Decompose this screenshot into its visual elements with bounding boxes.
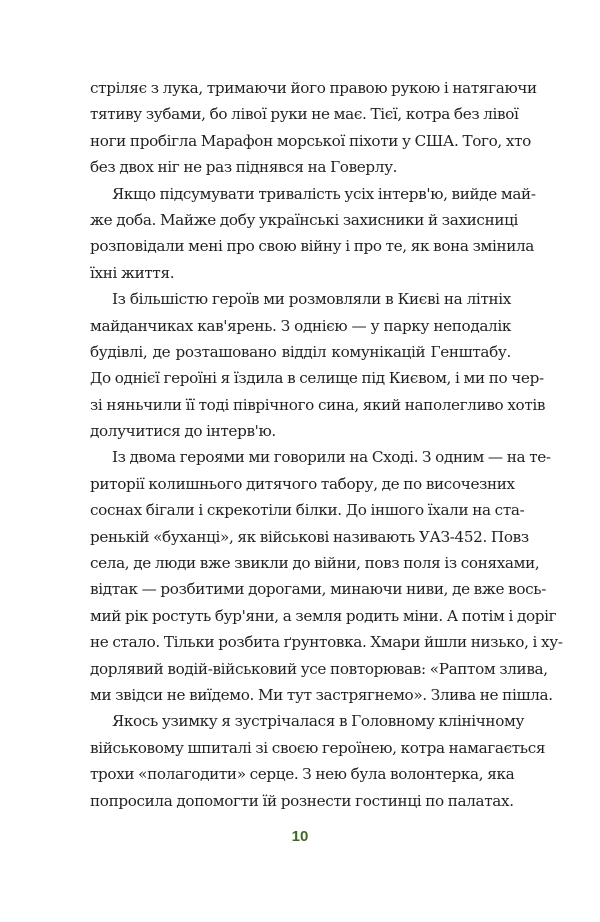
- text-line: же доба. Майже добу українські захисники й захисниці: [90, 210, 519, 229]
- text-line: без двох ніг не раз піднявся на Говерлу.: [90, 158, 398, 177]
- text-line: стріляє з лука, тримаючи його правою рукою і натягаючи: [90, 79, 537, 97]
- paragraph: [90, 708, 546, 814]
- text-line: Якось узимку я зустрічалася в Головному клінічному: [112, 712, 525, 731]
- text-line: зі няньчили її тоді піврічного сина, який наполегливо хотів: [90, 395, 546, 414]
- text-line: будівлі, де розташовано відділ комунікацій Генштабу.: [90, 342, 511, 361]
- book-page-text: [90, 75, 563, 814]
- text-line: риторії колишнього дитячого табору, де по височезних: [90, 474, 515, 493]
- text-line: відтак — розбитими дорогами, минаючи ниви, де вже вось-: [90, 580, 546, 599]
- text-line: тятиву зубами, бо лівої руки не має. Тієї, котра без лівої: [90, 105, 519, 124]
- text-line: розповідали мені про свою війну і про те, як вона змінила: [90, 237, 535, 256]
- text-line: ренькій «буханці», як військові називають УАЗ-452. Повз: [90, 527, 529, 546]
- text-line: трохи «полагодити» серце. З нею була волонтерка, яка: [90, 765, 515, 784]
- paragraph: [90, 181, 536, 287]
- text-line: ноги пробігла Марафон морської піхоти у США. Того, хто: [90, 131, 531, 150]
- text-line: ми звідси не виїдемо. Ми тут застрягнемо». Злива не пішла.: [90, 685, 553, 704]
- text-line: До однієї героїні я їздила в селище під Києвом, і ми по чер-: [90, 369, 544, 388]
- text-line: дорлявий водій-військовий усе повторював: «Раптом злива,: [90, 659, 548, 678]
- paragraph: [90, 75, 537, 181]
- paragraph: [90, 286, 546, 444]
- text-line: Якщо підсумувати тривалість усіх інтерв'ю, вийде май-: [112, 184, 536, 203]
- text-line: Із двома героями ми говорили на Сході. З одним — на те-: [112, 448, 551, 467]
- text-line: попросила допомогти їй рознести гостинці по палатах.: [90, 791, 514, 810]
- text-line: села, де люди вже звикли до війни, повз поля із соняхами,: [90, 554, 540, 573]
- text-line: військовому шпиталі зі своєю героїнею, котра намагається: [90, 738, 546, 757]
- text-line: їхні життя.: [90, 263, 175, 282]
- text-line: майданчиках кав'ярень. З однією — у парку неподалік: [90, 316, 511, 335]
- text-line: не стало. Тільки розбита ґрунтовка. Хмари йшли низько, і ху-: [90, 633, 563, 652]
- paragraph: [90, 444, 563, 708]
- page-number: 10: [291, 828, 309, 845]
- text-line: долучитися до інтерв'ю.: [90, 422, 276, 441]
- text-line: мий рік ростуть бур'яни, а земля родить міни. А потім і доріг: [90, 606, 557, 625]
- text-line: Із більшістю героїв ми розмовляли в Києві на літніх: [112, 290, 511, 309]
- text-line: соснах бігали і скрекотіли білки. До іншого їхали на ста-: [90, 501, 525, 520]
